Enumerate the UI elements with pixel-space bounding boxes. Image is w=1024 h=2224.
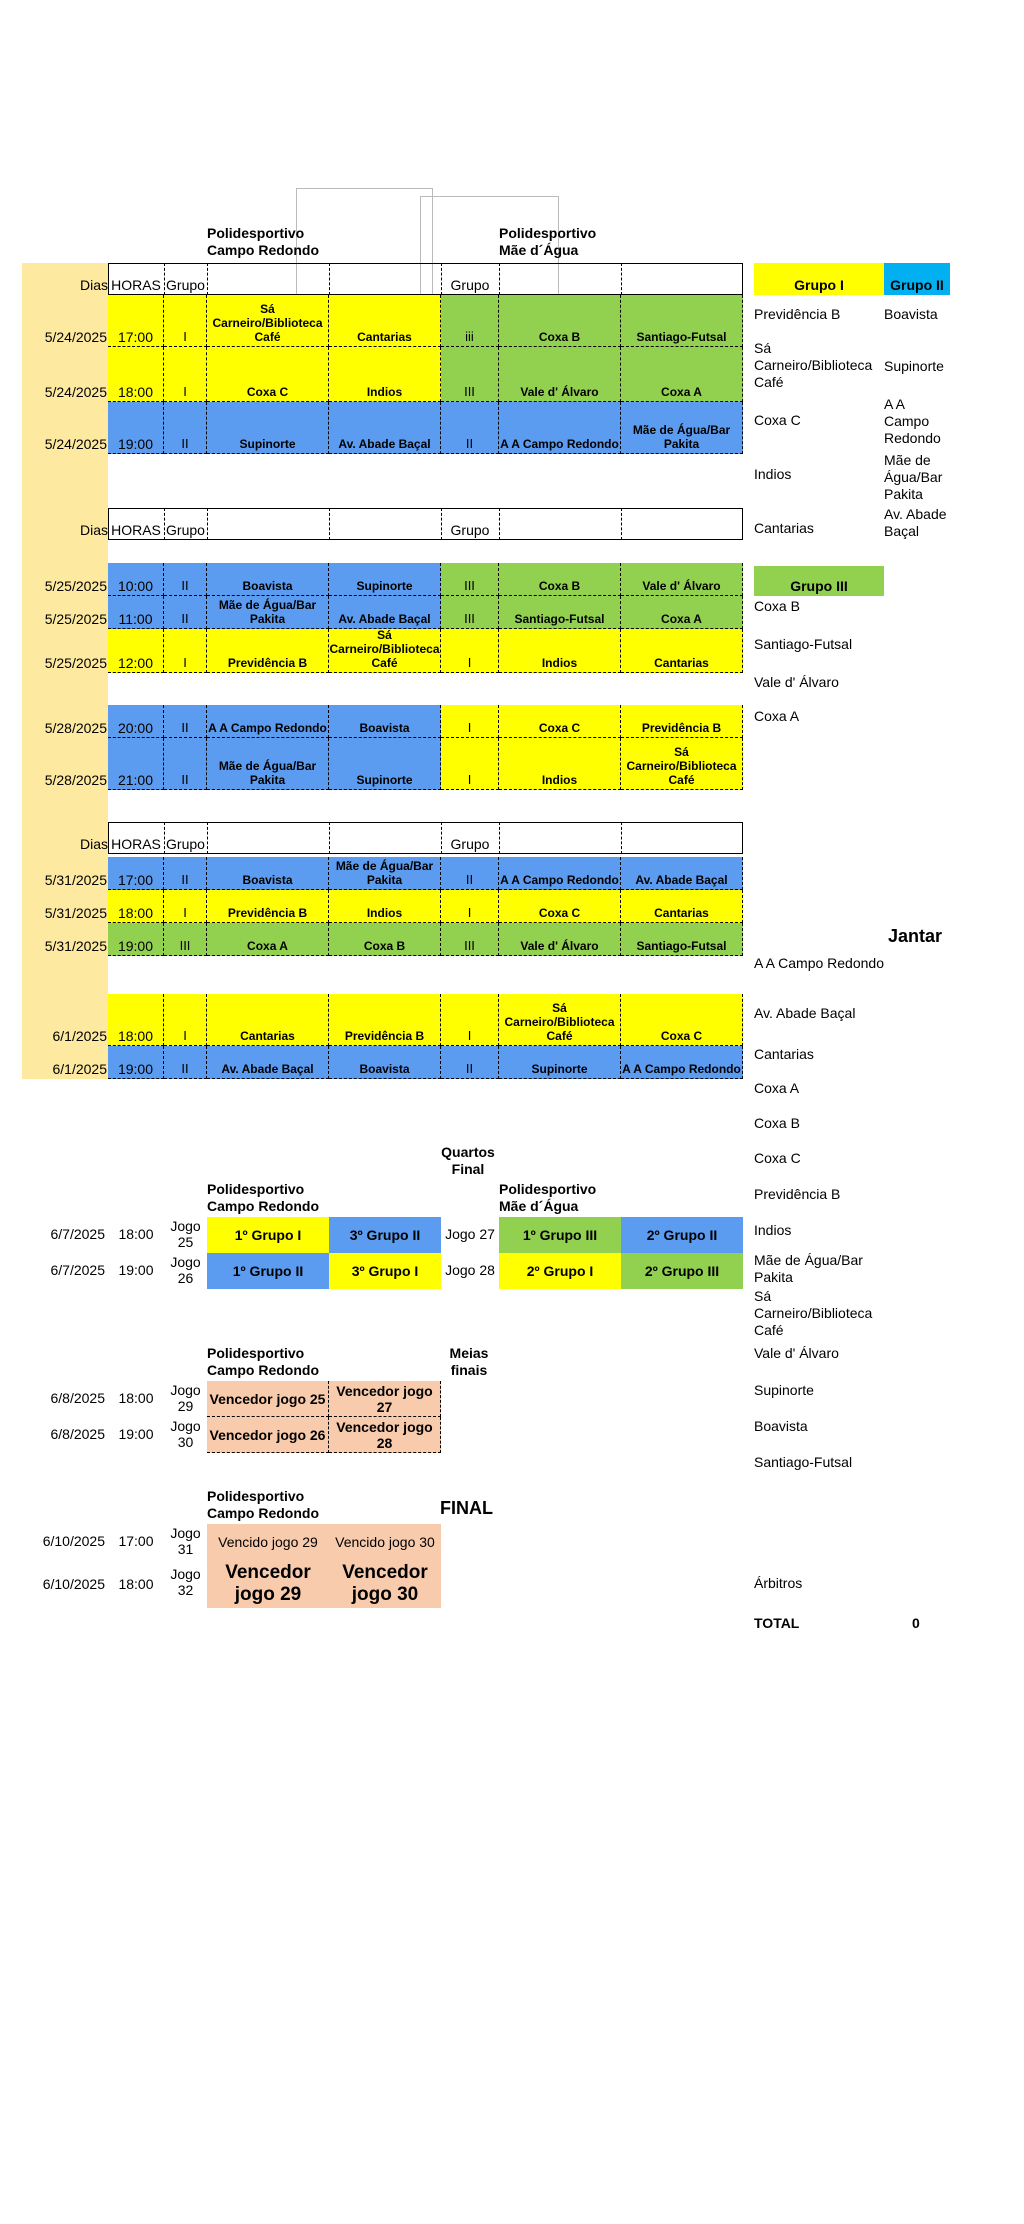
match-group: I — [164, 295, 207, 347]
team-home: Sá Carneiro/Biblioteca Café — [499, 994, 621, 1046]
qf-team: 2º Grupo I — [499, 1253, 621, 1289]
match-date: 6/7/2025 — [50, 1262, 105, 1278]
match-group: II — [441, 402, 499, 454]
jantar-item: Indios — [754, 1222, 792, 1238]
team-away: Supinorte — [329, 738, 441, 790]
jogo-label: Jogo 27 — [445, 1226, 495, 1242]
match-group: iii — [441, 295, 499, 347]
match-date: 5/31/2025 — [44, 905, 107, 921]
sf-team: Vencedor jogo 27 — [329, 1381, 441, 1417]
team-away: Sá Carneiro/Biblioteca Café — [329, 629, 441, 673]
match-date: 5/28/2025 — [44, 720, 107, 736]
match-group: I — [441, 738, 499, 790]
group-2-team: Supinorte — [884, 358, 944, 374]
match-date: 6/1/2025 — [52, 1028, 107, 1044]
team-away: Vale d' Álvaro — [621, 563, 743, 596]
match-group: I — [164, 347, 207, 402]
team-home: Supinorte — [499, 1046, 621, 1079]
qf-team: 1º Grupo I — [207, 1217, 329, 1253]
team-away: Previdência B — [329, 994, 441, 1046]
match-group: II — [441, 857, 499, 890]
team-away: Boavista — [329, 705, 441, 738]
match-time: 19:00 — [108, 402, 164, 454]
column-divider — [441, 263, 442, 295]
team-home: Indios — [499, 629, 621, 673]
match-group: I — [441, 629, 499, 673]
jogo-label: Jogo 32 — [170, 1566, 201, 1598]
match-date: 5/24/2025 — [44, 436, 107, 452]
qf-team: 1º Grupo III — [499, 1217, 621, 1253]
team-home: Previdência B — [207, 890, 329, 923]
team-home: Supinorte — [207, 402, 329, 454]
horas-header: HORAS — [111, 836, 161, 852]
match-date: 5/25/2025 — [44, 611, 107, 627]
jogo-label: Jogo 25 — [170, 1218, 201, 1250]
match-time: 17:00 — [108, 295, 164, 347]
team-away: Santiago-Futsal — [621, 923, 743, 956]
team-away: Supinorte — [329, 563, 441, 596]
venue-header-campo: Polidesportivo Campo Redondo — [207, 225, 319, 258]
match-date: 6/10/2025 — [42, 1576, 105, 1592]
team-home: Santiago-Futsal — [499, 596, 621, 629]
final-team: Vencido jogo 30 — [329, 1524, 441, 1560]
column-divider — [207, 822, 208, 854]
column-divider — [499, 263, 500, 295]
match-group: II — [164, 1046, 207, 1079]
match-group: II — [164, 705, 207, 738]
match-date: 5/31/2025 — [44, 938, 107, 954]
team-away: Coxa A — [621, 347, 743, 402]
team-away: Cantarias — [329, 295, 441, 347]
team-home: Coxa C — [499, 890, 621, 923]
group-3-team: Coxa B — [754, 598, 800, 614]
column-divider — [164, 263, 165, 295]
column-divider — [329, 822, 330, 854]
final-team: Vencido jogo 29 — [207, 1524, 329, 1560]
group-2-team: A A Campo Redondo — [884, 396, 941, 446]
team-away: Boavista — [329, 1046, 441, 1079]
match-time: 10:00 — [108, 563, 164, 596]
jantar-item: Cantarias — [754, 1046, 814, 1062]
grupo-header: Grupo — [450, 522, 490, 538]
group-1-team: Coxa C — [754, 412, 801, 428]
match-time: 18:00 — [118, 1576, 154, 1592]
match-group: III — [441, 596, 499, 629]
team-home: Coxa A — [207, 923, 329, 956]
group-1-team: Previdência B — [754, 306, 841, 322]
team-home: Av. Abade Baçal — [207, 1046, 329, 1079]
grupo-header: Grupo — [166, 522, 205, 538]
grupo-header: Grupo — [450, 836, 490, 852]
jantar-item: Vale d' Álvaro — [754, 1345, 839, 1361]
team-home: Coxa C — [499, 705, 621, 738]
sf-team: Vencedor jogo 28 — [329, 1417, 441, 1453]
match-date: 6/7/2025 — [50, 1226, 105, 1242]
grupo-header: Grupo — [450, 277, 490, 293]
final-title: FINAL — [440, 1498, 493, 1518]
jogo-label: Jogo 29 — [170, 1382, 201, 1414]
match-time: 19:00 — [108, 1046, 164, 1079]
jantar-item: Boavista — [754, 1418, 808, 1434]
jogo-label: Jogo 31 — [170, 1525, 201, 1557]
jantar-item: Previdência B — [754, 1186, 841, 1202]
match-group: III — [441, 347, 499, 402]
sf-team: Vencedor jogo 26 — [207, 1417, 329, 1453]
team-home: Indios — [499, 738, 621, 790]
team-home: Cantarias — [207, 994, 329, 1046]
match-group: II — [164, 563, 207, 596]
team-home: A A Campo Redondo — [499, 402, 621, 454]
total-label: TOTAL — [754, 1615, 800, 1631]
column-divider — [164, 508, 165, 540]
venue-header-mae: Polidesportivo Mãe d´Água — [499, 225, 597, 258]
match-group: II — [164, 857, 207, 890]
jantar-item: Coxa C — [754, 1150, 801, 1166]
group-1-title: Grupo I — [754, 263, 884, 295]
column-divider — [621, 822, 622, 854]
group-3-title: Grupo III — [754, 566, 884, 596]
team-away: Av. Abade Baçal — [621, 857, 743, 890]
match-time: 20:00 — [108, 705, 164, 738]
match-time: 18:00 — [118, 1390, 154, 1406]
meias-title: Meias finais — [449, 1345, 489, 1378]
jantar-item: Av. Abade Baçal — [754, 1005, 856, 1021]
match-group: I — [441, 994, 499, 1046]
team-home: Coxa C — [207, 347, 329, 402]
column-divider — [621, 263, 622, 295]
qf-team: 3º Grupo II — [329, 1217, 441, 1253]
group-2-team: Mãe de Água/Bar Pakita — [884, 452, 943, 502]
team-home: Mãe de Água/Bar Pakita — [207, 738, 329, 790]
team-away: Coxa C — [621, 994, 743, 1046]
jogo-label: Jogo 30 — [170, 1418, 201, 1450]
match-date: 6/8/2025 — [50, 1426, 105, 1442]
total-value: 0 — [912, 1615, 920, 1631]
dias-header: Dias — [79, 836, 108, 852]
jantar-item: Supinorte — [754, 1382, 814, 1398]
venue-header-mae: Polidesportivo Mãe d´Água — [499, 1181, 597, 1214]
column-divider — [499, 822, 500, 854]
match-time: 12:00 — [108, 629, 164, 673]
group-2-team: Av. Abade Baçal — [884, 506, 947, 539]
team-home: A A Campo Redondo — [499, 857, 621, 890]
group-2-title: Grupo II — [884, 263, 950, 295]
team-home: Coxa B — [499, 563, 621, 596]
match-date: 5/25/2025 — [44, 655, 107, 671]
match-group: I — [164, 890, 207, 923]
team-away: Sá Carneiro/Biblioteca Café — [621, 738, 743, 790]
dias-header: Dias — [79, 522, 108, 538]
grupo-header: Grupo — [166, 836, 205, 852]
match-time: 11:00 — [108, 596, 164, 629]
jogo-label: Jogo 26 — [170, 1254, 201, 1286]
team-away: Av. Abade Baçal — [329, 402, 441, 454]
column-divider — [621, 508, 622, 540]
venue-header-campo: Polidesportivo Campo Redondo — [207, 1488, 319, 1521]
column-divider — [164, 822, 165, 854]
group-1-team: Indios — [754, 466, 792, 482]
qf-team: 1º Grupo II — [207, 1253, 329, 1289]
horas-header: HORAS — [111, 277, 161, 293]
match-group: II — [164, 402, 207, 454]
group-3-team: Coxa A — [754, 708, 800, 724]
team-home: Vale d' Álvaro — [499, 923, 621, 956]
match-time: 21:00 — [108, 738, 164, 790]
match-time: 19:00 — [108, 923, 164, 956]
match-date: 5/25/2025 — [44, 578, 107, 594]
match-group: I — [441, 705, 499, 738]
match-group: III — [441, 563, 499, 596]
match-time: 18:00 — [108, 347, 164, 402]
jantar-item: Coxa A — [754, 1080, 800, 1096]
match-time: 18:00 — [108, 890, 164, 923]
team-home: Previdência B — [207, 629, 329, 673]
group-3-team: Vale d' Álvaro — [754, 674, 839, 690]
column-divider — [329, 508, 330, 540]
qf-team: 2º Grupo II — [621, 1217, 743, 1253]
team-home: Vale d' Álvaro — [499, 347, 621, 402]
jantar-item: Santiago-Futsal — [754, 1454, 853, 1470]
column-divider — [329, 263, 330, 295]
jogo-label: Jogo 28 — [445, 1262, 495, 1278]
team-away: Av. Abade Baçal — [329, 596, 441, 629]
match-group: II — [441, 1046, 499, 1079]
match-group: I — [441, 890, 499, 923]
sf-team: Vencedor jogo 25 — [207, 1381, 329, 1417]
jantar-item: Coxa B — [754, 1115, 800, 1131]
horas-header: HORAS — [111, 522, 161, 538]
jantar-title: Jantar — [888, 926, 943, 946]
grupo-header: Grupo — [166, 277, 205, 293]
match-date: 5/31/2025 — [44, 872, 107, 888]
team-home: Coxa B — [499, 295, 621, 347]
team-away: A A Campo Redondo — [621, 1046, 743, 1079]
match-date: 5/24/2025 — [44, 384, 107, 400]
dias-header: Dias — [79, 277, 108, 293]
group-3-team: Santiago-Futsal — [754, 636, 853, 652]
jantar-item: Mãe de Água/Bar Pakita — [754, 1252, 863, 1285]
group-1-team: Sá Carneiro/Biblioteca Café — [754, 340, 873, 390]
final-team: Vencedor jogo 30 — [329, 1560, 441, 1608]
column-divider — [207, 263, 208, 295]
team-home: Boavista — [207, 857, 329, 890]
group-1-team: Cantarias — [754, 520, 814, 536]
team-away: Mãe de Água/Bar Pakita — [329, 857, 441, 890]
team-home: A A Campo Redondo — [207, 705, 329, 738]
match-time: 18:00 — [118, 1226, 154, 1242]
final-team: Vencedor jogo 29 — [207, 1560, 329, 1608]
match-time: 17:00 — [118, 1533, 154, 1549]
team-home: Boavista — [207, 563, 329, 596]
team-away: Cantarias — [621, 890, 743, 923]
arbitros-label: Árbitros — [754, 1575, 803, 1591]
team-home: Sá Carneiro/Biblioteca Café — [207, 295, 329, 347]
jantar-item: A A Campo Redondo — [754, 955, 884, 971]
group-2-team: Boavista — [884, 306, 938, 322]
match-group: I — [164, 994, 207, 1046]
team-away: Indios — [329, 890, 441, 923]
match-date: 6/10/2025 — [42, 1533, 105, 1549]
team-away: Mãe de Água/Bar Pakita — [621, 402, 743, 454]
match-group: III — [441, 923, 499, 956]
quartos-title: Quartos Final — [441, 1144, 495, 1177]
venue-header-campo: Polidesportivo Campo Redondo — [207, 1345, 319, 1378]
match-group: III — [164, 923, 207, 956]
match-date: 5/28/2025 — [44, 772, 107, 788]
team-away: Indios — [329, 347, 441, 402]
team-away: Cantarias — [621, 629, 743, 673]
match-date: 6/1/2025 — [52, 1061, 107, 1077]
match-time: 17:00 — [108, 857, 164, 890]
column-divider — [441, 508, 442, 540]
match-time: 18:00 — [108, 994, 164, 1046]
qf-team: 3º Grupo I — [329, 1253, 441, 1289]
qf-team: 2º Grupo III — [621, 1253, 743, 1289]
jantar-item: Sá Carneiro/Biblioteca Café — [754, 1288, 873, 1338]
match-time: 19:00 — [118, 1426, 154, 1442]
team-away: Previdência B — [621, 705, 743, 738]
match-group: I — [164, 629, 207, 673]
column-divider — [499, 508, 500, 540]
venue-header-campo: Polidesportivo Campo Redondo — [207, 1181, 319, 1214]
match-time: 19:00 — [118, 1262, 154, 1278]
match-group: II — [164, 738, 207, 790]
match-group: II — [164, 596, 207, 629]
team-away: Santiago-Futsal — [621, 295, 743, 347]
team-away: Coxa A — [621, 596, 743, 629]
team-home: Mãe de Água/Bar Pakita — [207, 596, 329, 629]
column-divider — [441, 822, 442, 854]
match-date: 6/8/2025 — [50, 1390, 105, 1406]
team-away: Coxa B — [329, 923, 441, 956]
column-divider — [207, 508, 208, 540]
match-date: 5/24/2025 — [44, 329, 107, 345]
